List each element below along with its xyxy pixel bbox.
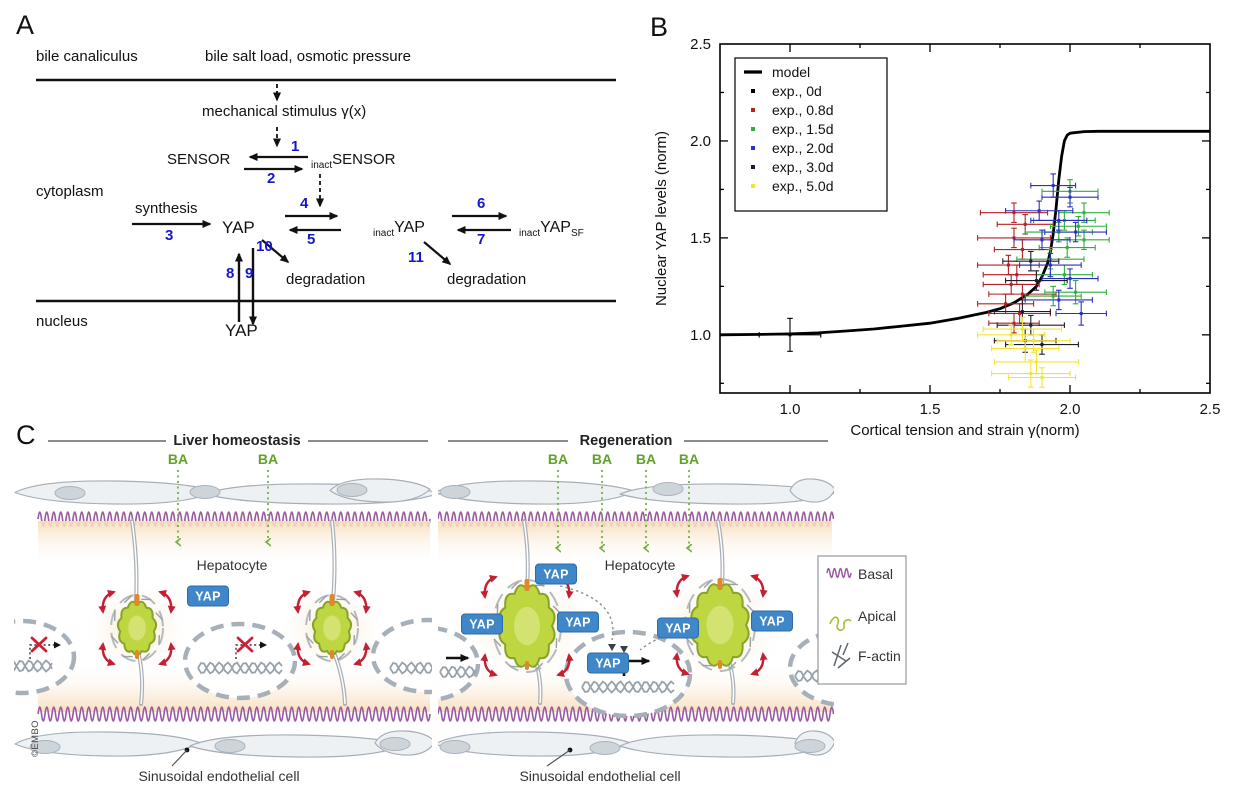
- hepatocyte-label: Hepatocyte: [604, 557, 676, 573]
- inact-prefix: inact: [311, 160, 333, 171]
- y-tick-label: 2.0: [690, 132, 711, 150]
- x-tick-label: 1.0: [779, 401, 801, 418]
- ba-label: BA: [167, 451, 189, 467]
- inact-sensor-label: $_{inact}$SENSOR: [311, 151, 396, 171]
- legend-entry: exp., 2.0d: [772, 140, 834, 156]
- x-tick-label: 2.0: [1059, 401, 1081, 418]
- panel-b-label: B: [650, 12, 669, 42]
- x-axis-title: Cortical tension and strain γ(norm): [850, 422, 1080, 439]
- right-subpanel-title: Regeneration: [579, 433, 673, 449]
- legend-entry: exp., 5.0d: [772, 178, 834, 194]
- apical-junction-orange: [718, 578, 723, 590]
- apical-junction-orange: [330, 594, 335, 606]
- reaction-number-2: 2: [267, 170, 276, 187]
- reaction-number-4: 4: [300, 195, 309, 212]
- sf-suffix: SF: [570, 228, 584, 239]
- yap-nuclear-label: YAP: [225, 321, 258, 340]
- legend-entry: exp., 0d: [772, 83, 822, 99]
- panel-c-illustration: [0, 441, 906, 766]
- legend-factin-label: F-actin: [858, 648, 901, 664]
- reaction-number-9: 9: [245, 265, 254, 282]
- synthesis-label: synthesis: [135, 200, 198, 217]
- ba-label: BA: [635, 451, 657, 467]
- legend-entry: exp., 1.5d: [772, 121, 834, 137]
- compartment-nucleus-label: nucleus: [36, 313, 88, 330]
- left-subpanel-title: Liver homeostasis: [173, 433, 301, 449]
- endothelial-band-top: [15, 479, 440, 504]
- yap-badge-nuclear: YAP: [587, 653, 629, 674]
- sinusoidal-endothelial-cell-label: Sinusoidal endothelial cell: [519, 768, 681, 784]
- series-exp-0d: [759, 318, 821, 351]
- degradation-right-label: degradation: [447, 271, 527, 288]
- legend-entry-model: model: [772, 64, 811, 80]
- chart-legend: [735, 58, 887, 211]
- yap-badge: YAP: [535, 564, 577, 585]
- legend-basal-label: Basal: [858, 566, 894, 582]
- apical-junction-orange: [135, 594, 140, 606]
- sensor-label: SENSOR: [167, 151, 231, 168]
- y-tick-label: 2.5: [690, 36, 711, 53]
- yap-cytoplasm-label: YAP: [222, 218, 255, 237]
- hepatocyte-nucleus: [185, 624, 295, 698]
- embo-credit: ©EMBO: [30, 720, 41, 757]
- inact-prefix: inact: [519, 228, 541, 239]
- inact-yap-sf-label: $_{inact}YAP_{SF}$: [519, 219, 584, 239]
- callout-line: [172, 750, 187, 766]
- yap-badge: YAP: [187, 586, 229, 607]
- reaction-number-8: 8: [226, 265, 235, 282]
- reaction-number-7: 7: [477, 231, 486, 248]
- endothelial-band-bottom: [435, 731, 835, 757]
- endothelial-band-top: [435, 479, 835, 504]
- legend-entry: exp., 3.0d: [772, 159, 834, 175]
- chart-svg: [650, 8, 1235, 440]
- y-tick-label: 1.0: [690, 326, 711, 344]
- hepatocyte-label: Hepatocyte: [196, 557, 268, 573]
- ba-label: BA: [547, 451, 569, 467]
- liver-homeostasis-panel: [0, 470, 483, 757]
- reaction-number-5: 5: [307, 231, 316, 248]
- x-tick-label: 2.5: [1199, 401, 1221, 418]
- ba-label: BA: [591, 451, 613, 467]
- reaction-11-degradation-arrow: [424, 242, 450, 264]
- ba-label: BA: [257, 451, 279, 467]
- ba-label: BA: [678, 451, 700, 467]
- yap-badge: YAP: [461, 614, 503, 635]
- endothelial-band-bottom: [15, 731, 435, 757]
- reaction-number-3: 3: [165, 227, 174, 244]
- x-tick-label: 1.5: [919, 401, 941, 418]
- panel-a-label: A: [16, 10, 35, 40]
- yap-badge: YAP: [657, 618, 699, 639]
- reaction-number-11: 11: [408, 249, 424, 266]
- yap-vs-tension-chart: [650, 8, 1235, 440]
- hepatocyte-nucleus: [566, 632, 690, 716]
- y-axis-title: Nuclear YAP levels (norm): [653, 130, 670, 307]
- compartment-bile-canaliculus-label: bile canaliculus: [36, 48, 138, 65]
- reaction-number-6: 6: [477, 195, 486, 212]
- yap-badge: YAP: [557, 612, 599, 633]
- reaction-number-1: 1: [291, 138, 300, 155]
- sinusoidal-endothelial-cell-label: Sinusoidal endothelial cell: [138, 768, 300, 784]
- series-exp-1-5d: [1017, 180, 1109, 306]
- y-tick-label: 1.5: [690, 229, 711, 247]
- degradation-left-label: degradation: [286, 271, 366, 288]
- panel-c-label: C: [16, 420, 36, 450]
- legend-apical-label: Apical: [858, 608, 897, 624]
- legend-entry: exp., 0.8d: [772, 102, 834, 118]
- inact-prefix: inact: [373, 228, 395, 239]
- mechanical-stimulus-label: mechanical stimulus γ(x): [202, 103, 367, 120]
- apical-junction-orange: [525, 579, 530, 591]
- bile-salt-load-label: bile salt load, osmotic pressure: [205, 48, 411, 65]
- yap-badge: YAP: [751, 611, 793, 632]
- compartment-cytoplasm-label: cytoplasm: [36, 183, 104, 200]
- reaction-number-10: 10: [256, 238, 273, 255]
- inact-yap-label: $_{inact}$YAP: [373, 219, 425, 239]
